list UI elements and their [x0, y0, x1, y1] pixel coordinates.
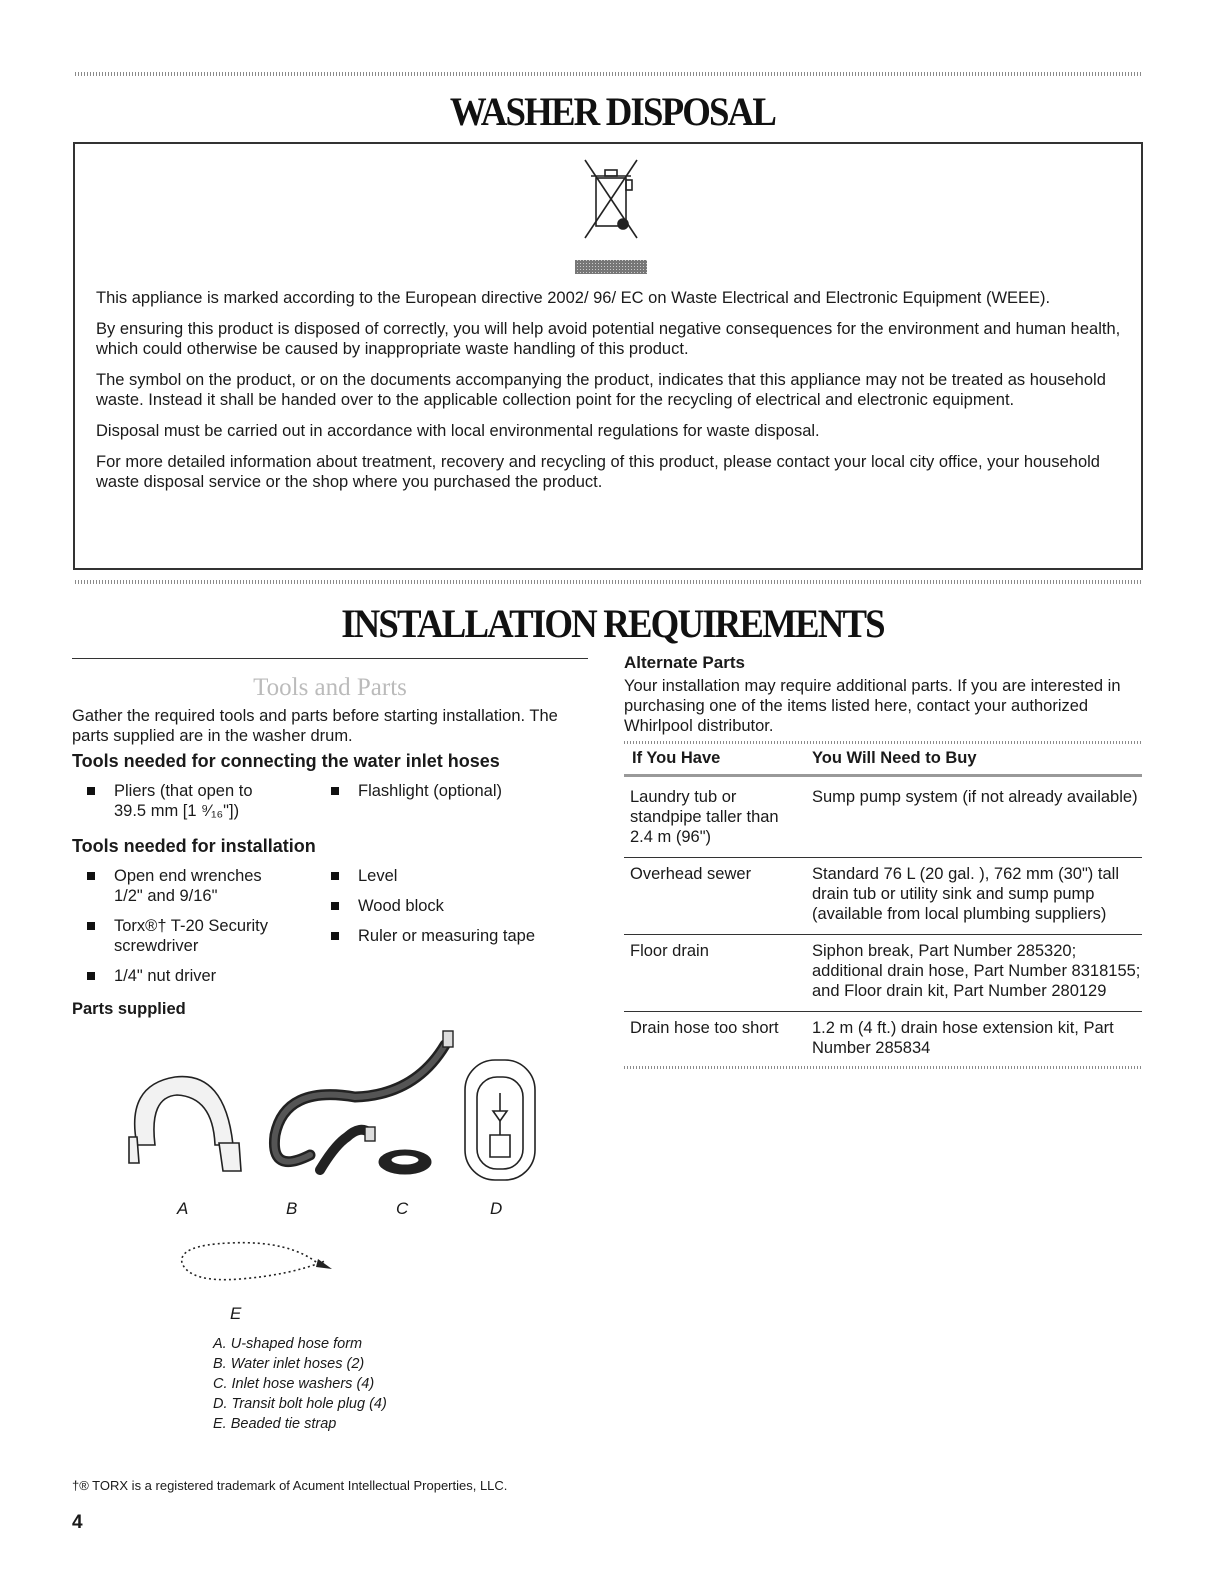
caption: D. Transit bolt hole plug (4): [213, 1396, 387, 1412]
disposal-paragraph: Disposal must be carried out in accordance with local environmental regulations for waste disposal.: [96, 422, 820, 440]
u-shaped-hose-form-icon: [129, 1077, 241, 1171]
disposal-paragraph: This appliance is marked according to the European directive 2002/ 96/ EC on Waste Electrical and Electronic Equipment (WEEE).: [96, 289, 1051, 307]
inlet-hose-washer-icon: [379, 1150, 431, 1174]
list-item: Level: [316, 866, 586, 886]
caption: C. Inlet hose washers (4): [213, 1376, 375, 1392]
hoses-tools-left: [72, 781, 312, 831]
part-letter-a: A: [177, 1199, 189, 1218]
part-letter-c: C: [396, 1199, 409, 1218]
cell-have: Drain hose too short: [624, 1012, 812, 1065]
water-inlet-hoses-icon: [274, 1031, 453, 1170]
beaded-tie-strap-icon: [170, 1235, 340, 1295]
installation-title: INSTALLATION REQUIREMENTS: [341, 601, 884, 646]
table-top-rule: [624, 741, 1142, 744]
list-item: Open end wrenches 1/2" and 9/16": [72, 866, 312, 906]
hoses-heading: Tools needed for connecting the water inlet hoses: [72, 751, 500, 771]
list-item: 1/4" nut driver: [72, 966, 312, 986]
install-tools-right: [316, 866, 586, 956]
table-bottom-rule: [624, 1066, 1142, 1069]
cell-have: Overhead sewer: [624, 858, 812, 935]
part-letter-d: D: [490, 1199, 503, 1218]
table-row: [624, 935, 1142, 1012]
list-item: Torx®† T-20 Security screwdriver: [72, 916, 312, 956]
cell-buy: Siphon break, Part Number 285320; additional drain hose, Part Number 8318155; and Floor drain kit, Part Number 280129: [812, 935, 1142, 1012]
tools-intro: Gather the required tools and parts before starting installation. The parts supplied are in the washer drum.: [72, 707, 558, 745]
list-item: Ruler or measuring tape: [316, 926, 586, 946]
col-header-buy: You Will Need to Buy: [812, 749, 977, 767]
parts-heading: Parts supplied: [72, 1000, 186, 1018]
parts-illustration: [115, 1025, 555, 1195]
table-row: [624, 776, 1142, 858]
cell-buy: Sump pump system (if not already available): [812, 776, 1142, 858]
footnote: †® TORX is a registered trademark of Acument Intellectual Properties, LLC.: [72, 1478, 508, 1493]
top-rule: [75, 72, 1143, 76]
alternate-parts-intro: Your installation may require additional parts. If you are interested in purchasing one of the items listed here, contact your authorized Whirlpool distributor.: [624, 677, 1121, 735]
cell-have: Laundry tub or standpipe taller than 2.4 m (96"): [624, 776, 812, 858]
install-heading: Tools needed for installation: [72, 836, 316, 856]
disposal-box: [73, 142, 1143, 570]
table-row: [624, 858, 1142, 935]
table-row: [624, 1012, 1142, 1065]
washer-disposal-title: WASHER DISPOSAL: [449, 89, 776, 134]
page-number: 4: [72, 1512, 83, 1533]
caption: B. Water inlet hoses (2): [213, 1356, 365, 1372]
list-item: Pliers (that open to 39.5 mm [1 ⁹⁄₁₆"]): [72, 781, 312, 821]
weee-bin-icon: [571, 158, 651, 278]
mid-rule: [75, 580, 1143, 584]
disposal-paragraph: The symbol on the product, or on the documents accompanying the product, indicates that this appliance may not be treated as household waste. Instead it shall be handed over to the applicable collection point for the recycling of electrical and electronic equipment.: [96, 371, 1106, 409]
alternate-parts-heading: Alternate Parts: [624, 653, 745, 672]
cell-have: Floor drain: [624, 935, 812, 1012]
list-item: Wood block: [316, 896, 586, 916]
hoses-tools-right: [316, 781, 576, 811]
install-tools-left: [72, 866, 312, 996]
part-letter-b: B: [286, 1199, 298, 1218]
disposal-paragraph: For more detailed information about treatment, recovery and recycling of this product, please contact your local city office, your household waste disposal service or the shop where you purchased the product.: [96, 453, 1100, 491]
cell-buy: Standard 76 L (20 gal. ), 762 mm (30") tall drain tub or utility sink and sump pump (available from local plumbing suppliers): [812, 858, 1142, 935]
tools-parts-subtitle: Tools and Parts: [253, 674, 407, 701]
left-column-rule: [72, 658, 588, 659]
part-letter-e: E: [230, 1304, 242, 1323]
caption: E. Beaded tie strap: [213, 1416, 337, 1432]
transit-bolt-plug-icon: [465, 1060, 535, 1180]
disposal-text: [96, 288, 1126, 503]
cell-buy: 1.2 m (4 ft.) drain hose extension kit, Part Number 285834: [812, 1012, 1142, 1065]
alternate-parts-table: [624, 748, 1142, 1064]
disposal-paragraph: By ensuring this product is disposed of correctly, you will help avoid potential negative consequences for the environment and human health, which could otherwise be caused by inappropriate waste handling of this product.: [96, 320, 1121, 358]
parts-captions: [213, 1334, 387, 1434]
table-header-row: [624, 748, 1142, 776]
list-item: Flashlight (optional): [316, 781, 576, 801]
col-header-have: If You Have: [632, 749, 721, 767]
caption: A. U-shaped hose form: [213, 1336, 363, 1352]
